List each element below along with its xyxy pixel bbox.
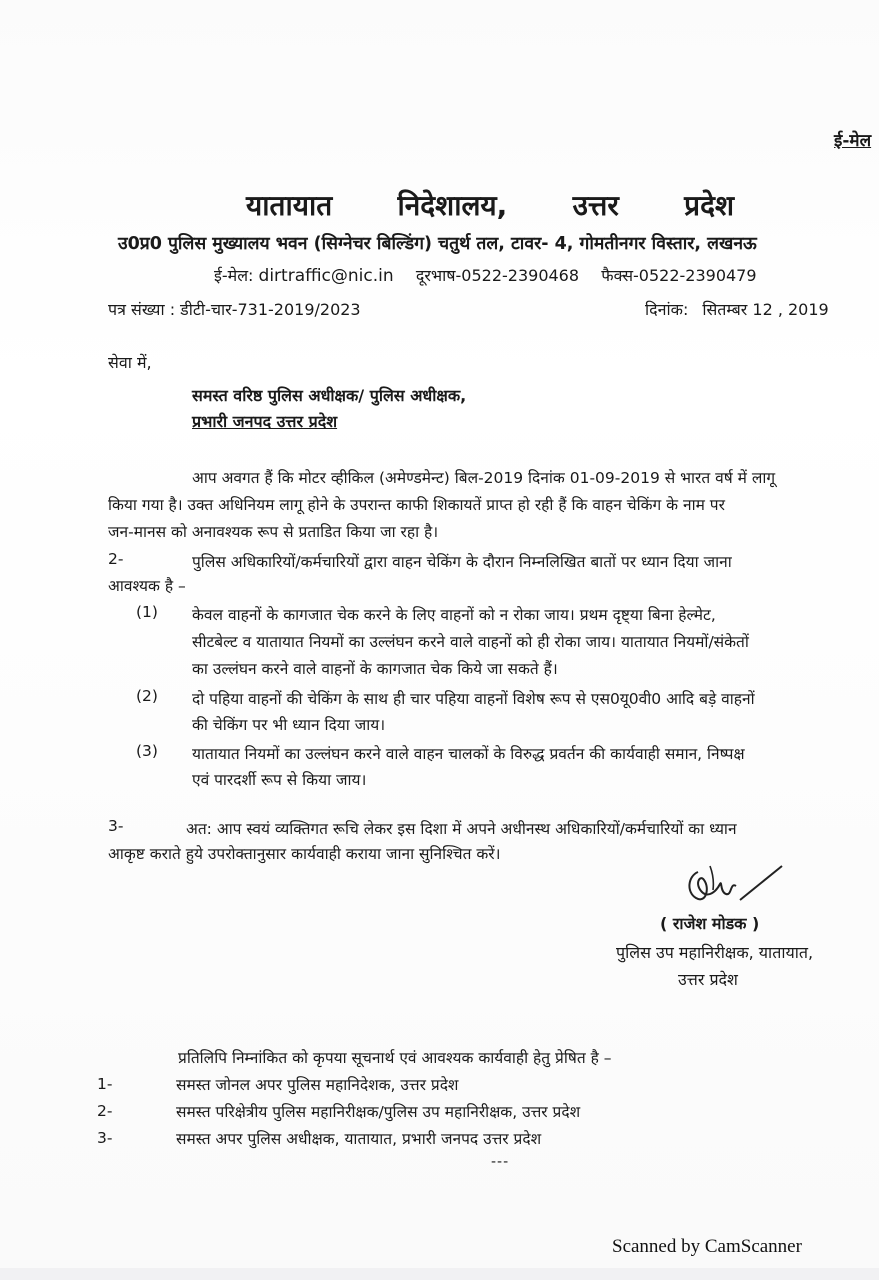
- copy-to-number: 3-: [97, 1129, 113, 1147]
- para2-line: पुलिस अधिकारियों/कर्मचारियों द्वारा वाहन चेकिंग के दौरान निम्नलिखित बातों पर ध्यान दिया जाना: [192, 553, 732, 571]
- copy-to-item: समस्त जोनल अपर पुलिस महानिदेशक, उत्तर प्रदेश: [176, 1076, 459, 1094]
- addressee-line-2: प्रभारी जनपद उत्तर प्रदेश: [192, 412, 338, 431]
- item-number: (3): [136, 742, 158, 760]
- item-line: सीटबेल्ट व यातायात नियमों का उल्लंघन करने वाले वाहनों को ही रोका जाय। यातायात नियमों/संकेतों: [192, 633, 749, 651]
- para3-line: आकृष्ट कराते हुये उपरोक्तानुसार कार्यवाही कराया जाना सुनिश्चित करें।: [108, 845, 501, 863]
- copy-to-intro: प्रतिलिपि निम्नांकित को कृपया सूचनार्थ एवं आवश्यक कार्यवाही हेतु प्रेषित है –: [178, 1049, 612, 1067]
- end-mark: ---: [491, 1154, 510, 1170]
- item-line: केवल वाहनों के कागजात चेक करने के लिए वाहनों को न रोका जाय। प्रथम दृष्ट्या बिना हेल्मेट,: [192, 606, 716, 624]
- date-label: दिनांक:: [645, 300, 689, 319]
- para1-line: किया गया है। उक्त अधिनियम लागू होने के उपरान्त काफी शिकायतें प्राप्त हो रही हैं कि वाहन चेकिंग के नाम पर: [108, 496, 725, 514]
- para3-number: 3-: [108, 817, 124, 835]
- copy-to-item: समस्त अपर पुलिस अधीक्षक, यातायात, प्रभारी जनपद उत्तर प्रदेश: [176, 1130, 542, 1148]
- letter-number: पत्र संख्या : डीटी-चार-731-2019/2023: [108, 300, 361, 319]
- email-tag: ई-मेल: [834, 131, 872, 151]
- fax-number: फैक्स-0522-2390479: [601, 266, 757, 285]
- title-word: निदेशालय,: [397, 189, 508, 222]
- email-address: dirtraffic@nic.in: [258, 266, 394, 286]
- copy-to-number: 2-: [97, 1102, 113, 1120]
- email-label: ई-मेल:: [214, 266, 254, 285]
- item-number: (2): [136, 687, 158, 705]
- signature-mark: [680, 862, 790, 912]
- copy-to-item: समस्त परिक्षेत्रीय पुलिस महानिरीक्षक/पुलिस उप महानिरीक्षक, उत्तर प्रदेश: [176, 1103, 581, 1121]
- contact-line: [214, 264, 757, 286]
- copy-to-number: 1-: [97, 1075, 113, 1093]
- department-title: [246, 186, 734, 224]
- date-value: सितम्बर 12 , 2019: [702, 300, 829, 319]
- phone-number: दूरभाष-0522-2390468: [415, 266, 580, 285]
- signer-designation: पुलिस उप महानिरीक्षक, यातायात,: [616, 943, 814, 962]
- signer-name: ( राजेश मोडक ): [660, 914, 760, 933]
- title-word: प्रदेश: [684, 189, 734, 222]
- letter-date: [645, 298, 829, 320]
- para2-line: आवश्यक है –: [108, 577, 186, 595]
- item-line: एवं पारदर्शी रूप से किया जाय।: [192, 771, 367, 789]
- salutation-to: सेवा में,: [108, 353, 152, 372]
- item-line: का उल्लंघन करने वाले वाहनों के कागजात चेक किये जा सकते हैं।: [192, 660, 558, 678]
- para3-line: अत: आप स्वयं व्यक्तिगत रूचि लेकर इस दिशा में अपने अधीनस्थ अधिकारियों/कर्मचारियों का ध्यान: [186, 820, 737, 838]
- scanner-watermark: Scanned by CamScanner: [612, 1236, 802, 1257]
- para2-number: 2-: [108, 550, 124, 568]
- para1-line: आप अवगत हैं कि मोटर व्हीकिल (अमेण्डमेन्ट) बिल-2019 दिनांक 01-09-2019 से भारत वर्ष में लागू: [192, 469, 776, 487]
- item-line: दो पहिया वाहनों की चेकिंग के साथ ही चार पहिया वाहनों विशेष रूप से एस0यू0वी0 आदि बड़े वाहनों: [192, 690, 755, 708]
- signer-state: उत्तर प्रदेश: [678, 970, 738, 989]
- title-word: उत्तर: [572, 189, 619, 222]
- addressee-line-1: समस्त वरिष्ठ पुलिस अधीक्षक/ पुलिस अधीक्षक,: [192, 386, 467, 405]
- para1-line: जन-मानस को अनावश्यक रूप से प्रताडित किया जा रहा है।: [108, 523, 439, 541]
- title-word: यातायात: [246, 189, 333, 222]
- item-number: (1): [136, 603, 158, 621]
- item-line: की चेकिंग पर भी ध्यान दिया जाय।: [192, 716, 386, 734]
- bottom-strip: [0, 1268, 879, 1280]
- office-address: उ0प्र0 पुलिस मुख्यालय भवन (सिग्नेचर बिल्डिंग) चतुर्थ तल, टावर- 4, गोमतीनगर विस्तार, लखनऊ: [118, 234, 757, 254]
- item-line: यातायात नियमों का उल्लंघन करने वाले वाहन चालकों के विरुद्ध प्रवर्तन की कार्यवाही समान, निष्पक्ष: [192, 745, 745, 763]
